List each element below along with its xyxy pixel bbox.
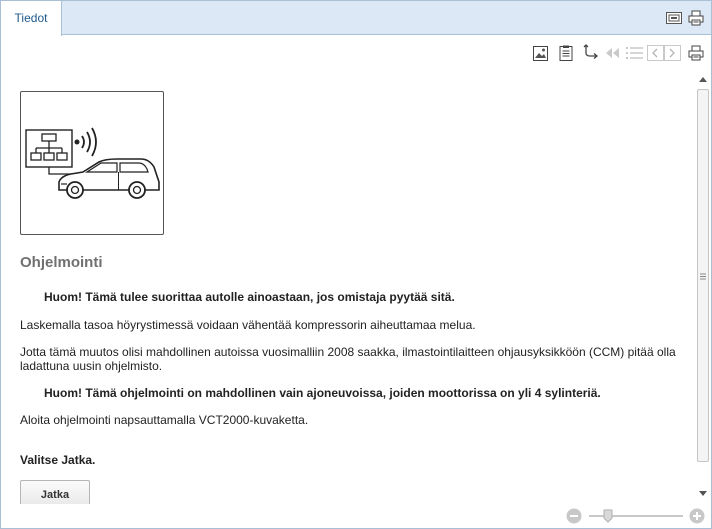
scroll-up-arrow[interactable]	[699, 77, 707, 82]
pager-controls	[647, 44, 681, 62]
tab-tiedot[interactable]: Tiedot	[1, 1, 62, 36]
tab-bar	[1, 1, 711, 35]
zoom-slider[interactable]	[587, 508, 685, 526]
zoom-in-icon[interactable]	[689, 508, 705, 526]
list-icon[interactable]	[625, 44, 643, 62]
paragraph-start: Aloita ohjelmointi napsauttamalla VCT2000-kuvaketta.	[20, 413, 309, 427]
paragraph-software: Jotta tämä muutos olisi mahdollinen autoissa vuosimalliin 2008 saakka, ilmastointilaitteen ohjausyksikköön (CCM) pitää olla ladattuna uusin ohjelmisto.	[20, 345, 676, 373]
image-icon[interactable]	[532, 44, 548, 62]
section-heading: Ohjelmointi	[20, 254, 103, 271]
print-icon[interactable]	[687, 10, 705, 26]
paragraph-noise: Laskemalla tasoa höyrystimessä voidaan vähentää kompressorin aiheuttamaa melua.	[20, 318, 476, 332]
warning-note-owner: Huom! Tämä tulee suorittaa autolle ainoastaan, jos omistaja pyytää sitä.	[44, 290, 455, 304]
vct2000-illustration[interactable]	[20, 91, 164, 235]
instruction-text: Valitse Jatka.	[20, 453, 96, 467]
connection-icon[interactable]	[582, 44, 600, 62]
document-icon[interactable]	[558, 44, 574, 62]
vertical-scrollbar[interactable]	[696, 73, 710, 503]
warning-note-cylinders: Huom! Tämä ohjelmointi on mahdollinen vain ajoneuvoissa, joiden moottorissa on yli 4 sylinteriä.	[44, 386, 601, 400]
rewind-icon[interactable]	[605, 44, 621, 62]
fullscreen-icon[interactable]	[665, 10, 683, 26]
scroll-thumb[interactable]	[697, 89, 709, 462]
print-icon[interactable]	[687, 44, 705, 62]
zoom-out-icon[interactable]	[566, 508, 582, 526]
scroll-down-arrow[interactable]	[699, 491, 707, 496]
continue-button[interactable]: Jatka	[20, 480, 90, 504]
